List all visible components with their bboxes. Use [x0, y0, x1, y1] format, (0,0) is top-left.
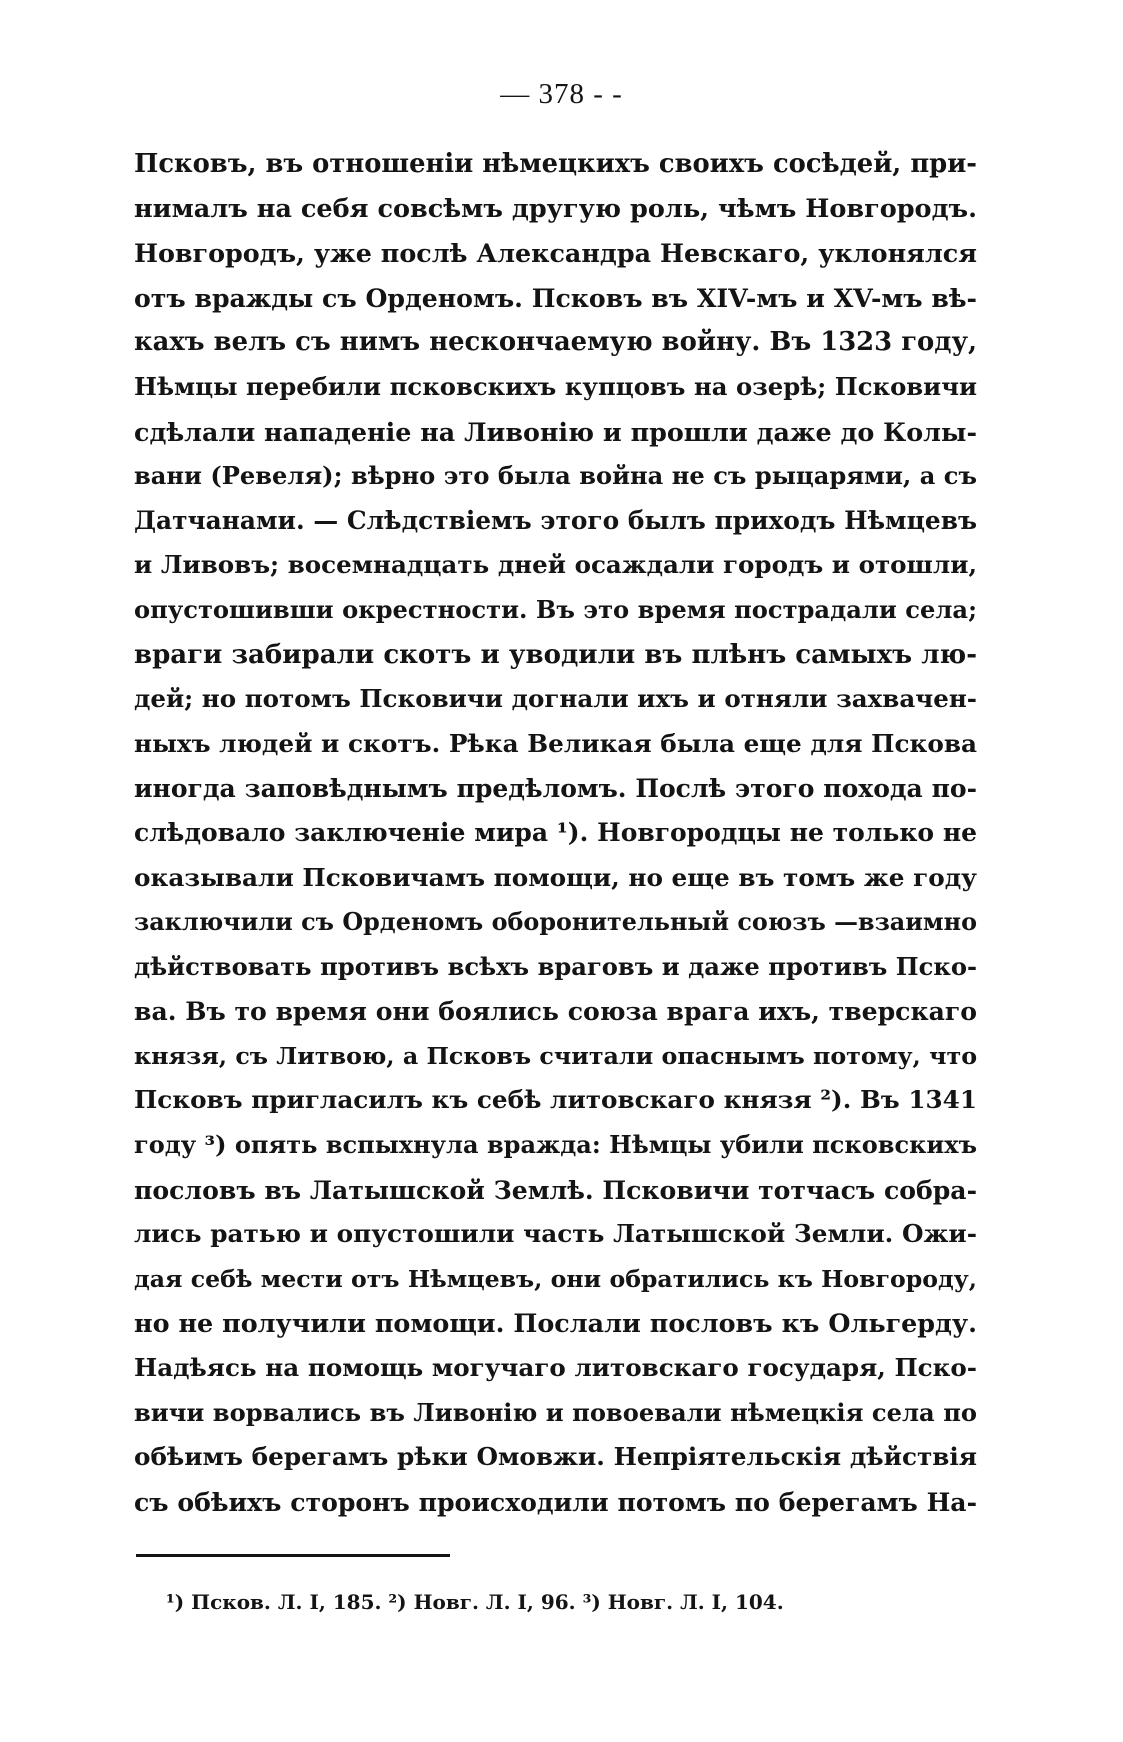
- text-line: Нѣмцы перебили псковскихъ купцовъ на озерѣ; Псковичи: [134, 371, 977, 401]
- text-line: нималъ на себя совсѣмъ другую роль, чѣмъ Новгородъ.: [134, 193, 977, 224]
- text-line: ныхъ людей и скотъ. Рѣка Великая была еще для Пскова: [134, 728, 977, 758]
- text-line: дѣйствовать противъ всѣхъ враговъ и даже противъ Пско-: [134, 951, 977, 981]
- text-line: Датчанами. — Слѣдствіемъ этого былъ приходъ Нѣмцевъ: [134, 505, 977, 535]
- text-line: вичи ворвались въ Ливонію и повоевали нѣмецкія села по: [134, 1397, 977, 1427]
- text-line: кахъ велъ съ нимъ нескончаемую войну. Въ 1323 году,: [134, 327, 977, 358]
- body-text: [134, 142, 977, 1524]
- text-line: лись ратью и опустошили часть Латышской Земли. Ожи-: [134, 1219, 977, 1249]
- text-line: дей; но потомъ Псковичи догнали ихъ и отняли захвачен-: [134, 684, 977, 714]
- text-line: Новгородъ, уже послѣ Александра Невскаго, уклонялся: [134, 238, 977, 269]
- text-line: Надѣясь на помощь могучаго литовскаго государя, Пско-: [134, 1353, 977, 1383]
- text-line: оказывали Псковичамъ помощи, но еще въ томъ же году: [134, 862, 977, 892]
- text-line: пословъ въ Латышской Землѣ. Псковичи тотчасъ собра-: [134, 1174, 977, 1205]
- page-number: — 378 - -: [500, 78, 623, 110]
- text-line: опустошивши окрестности. Въ это время пострадали села;: [134, 594, 977, 624]
- text-line: ва. Въ то время они боялись союза врага ихъ, тверскаго: [134, 996, 977, 1027]
- text-line: иногда заповѣднымъ предѣломъ. Послѣ этого похода по-: [134, 773, 977, 804]
- text-line: но не получили помощи. Послали пословъ къ Ольгерду.: [134, 1308, 977, 1339]
- footnotes: ¹) Псков. Л. I, 185. ²) Новг. Л. I, 96. ³) Новг. Л. I, 104.: [166, 1590, 784, 1614]
- text-line: отъ вражды съ Орденомъ. Псковъ въ XIV-мъ и XV-мъ вѣ-: [134, 282, 977, 313]
- text-line: вани (Ревеля); вѣрно это была война не съ рыцарями, а съ: [134, 461, 977, 491]
- text-line: съ обѣихъ сторонъ происходили потомъ по берегамъ На-: [134, 1486, 977, 1517]
- text-line: слѣдовало заключеніе мира ¹). Новгородцы не только не: [134, 817, 977, 847]
- text-line: враги забирали скотъ и уводили въ плѣнъ самыхъ лю-: [134, 639, 977, 670]
- text-line: обѣимъ берегамъ рѣки Омовжи. Непріятельскія дѣйствія: [134, 1442, 977, 1472]
- text-line: дая себѣ мести отъ Нѣмцевъ, они обратились къ Новгороду,: [134, 1264, 977, 1293]
- text-line: Псковъ, въ отношеніи нѣмецкихъ своихъ сосѣдей, при-: [134, 149, 977, 179]
- footnote-rule: [136, 1554, 450, 1557]
- text-line: сдѣлали нападеніе на Ливонію и прошли даже до Колы-: [134, 416, 977, 447]
- text-line: Псковъ пригласилъ къ себѣ литовскаго князя ²). Въ 1341: [134, 1085, 977, 1115]
- text-line: году ³) опять вспыхнула вражда: Нѣмцы убили псковскихъ: [134, 1130, 977, 1160]
- text-line: и Ливовъ; восемнадцать дней осаждали городъ и отошли,: [134, 550, 977, 580]
- text-line: заключили съ Орденомъ оборонительный союзъ —взаимно: [134, 908, 977, 937]
- text-line: князя, съ Литвою, а Псковъ считали опаснымъ потому, что: [134, 1041, 978, 1070]
